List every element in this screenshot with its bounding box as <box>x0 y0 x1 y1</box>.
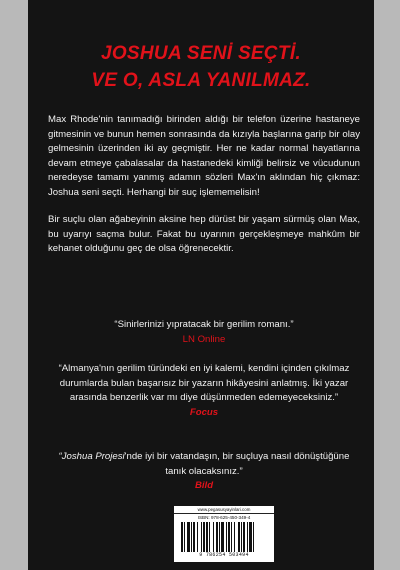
review-quote-1 <box>48 318 360 347</box>
review-source: Focus <box>189 406 219 418</box>
barcode-icon <box>179 522 269 552</box>
publisher-website: www.pegasusyayinlari.com <box>174 506 274 514</box>
headline-line-1: JOSHUA SENİ SEÇTİ. <box>100 43 301 64</box>
headline <box>28 40 374 94</box>
back-cover <box>28 0 374 570</box>
review-quote-text: “Sinirlerinizi yıpratacak bir gerilim romanı.” <box>114 319 294 330</box>
synopsis-paragraph-1: Max Rhode'nin tanımadığı birinden aldığı bir telefon üzerine hastaneye gitmesinin ve bunun hemen sonrasında da kızıyla başlarına garip bir olay gelmesinin üzerinden iki ay geçmiştir. Her ne kadar normal hayatlarına devam etmeye çabalasalar da hastanedeki kimliği belirsiz ve vücudunun neredeyse tamamı yanmış adamın sözleri Max'ın aklından hiç çıkmaz: Joshua seni seçti. Herhangi bir suç işlememelisin! <box>48 114 360 198</box>
review-quote-3 <box>48 450 360 494</box>
synopsis <box>48 113 360 270</box>
review-quote-text: “Almanya'nın gerilim türündeki en iyi kalemi, kendini içinden çıkılmaz durumlarda bulan başarısız bir yazarın hikâyesini anlatmış. İki yazar arasında benzerlik var mı diye düşünmeden edemeyeceksiniz.” <box>58 363 350 403</box>
barcode-label <box>174 506 274 562</box>
review-source: LN Online <box>182 333 226 345</box>
isbn-number: ISBN: 978-625-450-349-4 <box>197 515 251 520</box>
book-title-italic: “Joshua Projesi <box>58 451 125 462</box>
review-quote-text: 'nde iyi bir vatandaşın, bir suçluya nasıl dönüştüğüne tanık olacaksınız.” <box>124 451 350 477</box>
review-source: Bild <box>194 480 214 491</box>
barcode-digits: 9 786254 503494 <box>199 552 249 558</box>
synopsis-paragraph-2: Bir suçlu olan ağabeyinin aksine hep dürüst bir yaşam sürmüş olan Max, bu uyarıyı saçma bulur. Fakat bu uyarının gerçekleşmeye mahkûm bir kehanet olduğunu geç de olsa öğrenecektir. <box>48 214 360 254</box>
headline-line-2: VE O, ASLA YANILMAZ. <box>91 70 311 91</box>
review-quote-2 <box>48 362 360 420</box>
